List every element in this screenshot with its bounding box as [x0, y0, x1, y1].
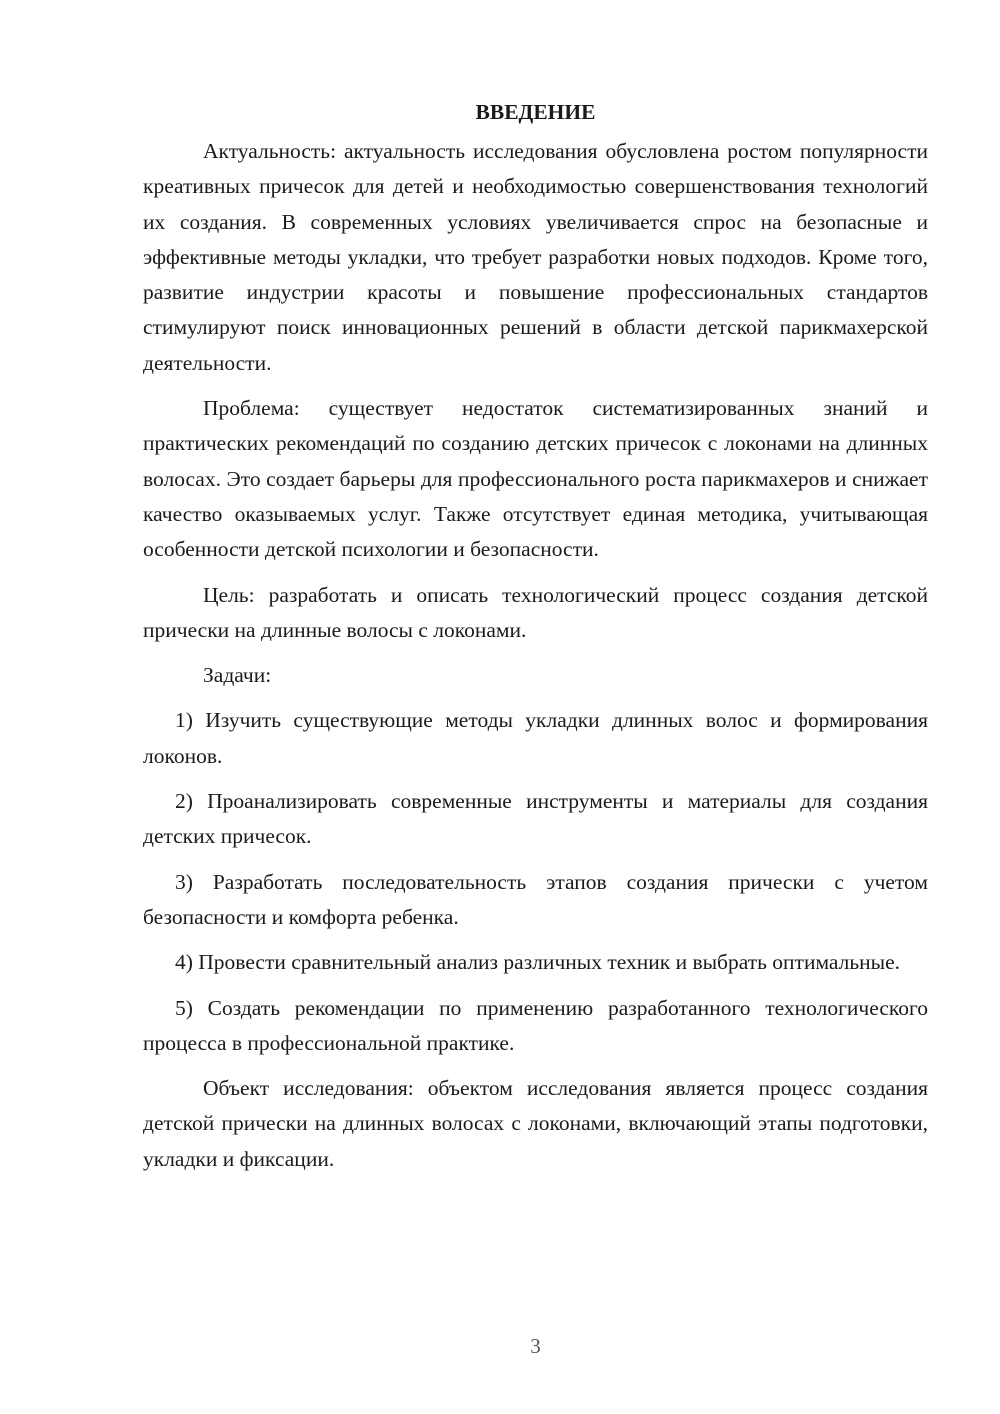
task-item: 5) Создать рекомендации по применению разработанного технологического процесса в профессиональной практике. — [143, 995, 928, 1055]
task-item: 3) Разработать последовательность этапов создания прически с учетом безопасности и комфорта ребенка. — [143, 869, 928, 929]
task-item: 4) Провести сравнительный анализ различных техник и выбрать оптимальные. — [175, 950, 901, 975]
tasks-title: Задачи: — [203, 663, 272, 688]
goal-paragraph: Цель: разработать и описать технологический процесс создания детской прически на длинные волосы с локонами. — [143, 582, 928, 642]
problem-paragraph: Проблема: существует недостаток систематизированных знаний и практических рекомендаций по созданию детских причесок с локонами на длинных волосах. Это создает барьеры для профессионального роста парикмахеров и снижает качество оказываемых услуг. Также отсутствует единая методика, учитывающая особенности детской психологии и безопасности. — [143, 396, 928, 562]
object-paragraph: Объект исследования: объектом исследования является процесс создания детской прически на длинных волосах с локонами, включающий этапы подготовки, укладки и фиксации. — [143, 1076, 928, 1171]
task-item: 1) Изучить существующие методы укладки длинных волос и формирования локонов. — [143, 708, 928, 768]
relevance-paragraph: Актуальность: актуальность исследования обусловлена ростом популярности креативных причесок для детей и необходимостью совершенствования технологий их создания. В современных условиях увеличивается спрос на безопасные и эффективные методы укладки, что требует разработки новых подходов. Кроме того, развитие индустрии красоты и повышение профессиональных стандартов стимулируют поиск инновационных решений в области детской парикмахерской деятельности. — [143, 139, 928, 375]
section-heading: ВВЕДЕНИЕ — [475, 100, 596, 124]
document-page — [143, 92, 928, 1187]
page-number: 3 — [530, 1334, 541, 1358]
task-item: 2) Проанализировать современные инструменты и материалы для создания детских причесок. — [143, 789, 928, 849]
